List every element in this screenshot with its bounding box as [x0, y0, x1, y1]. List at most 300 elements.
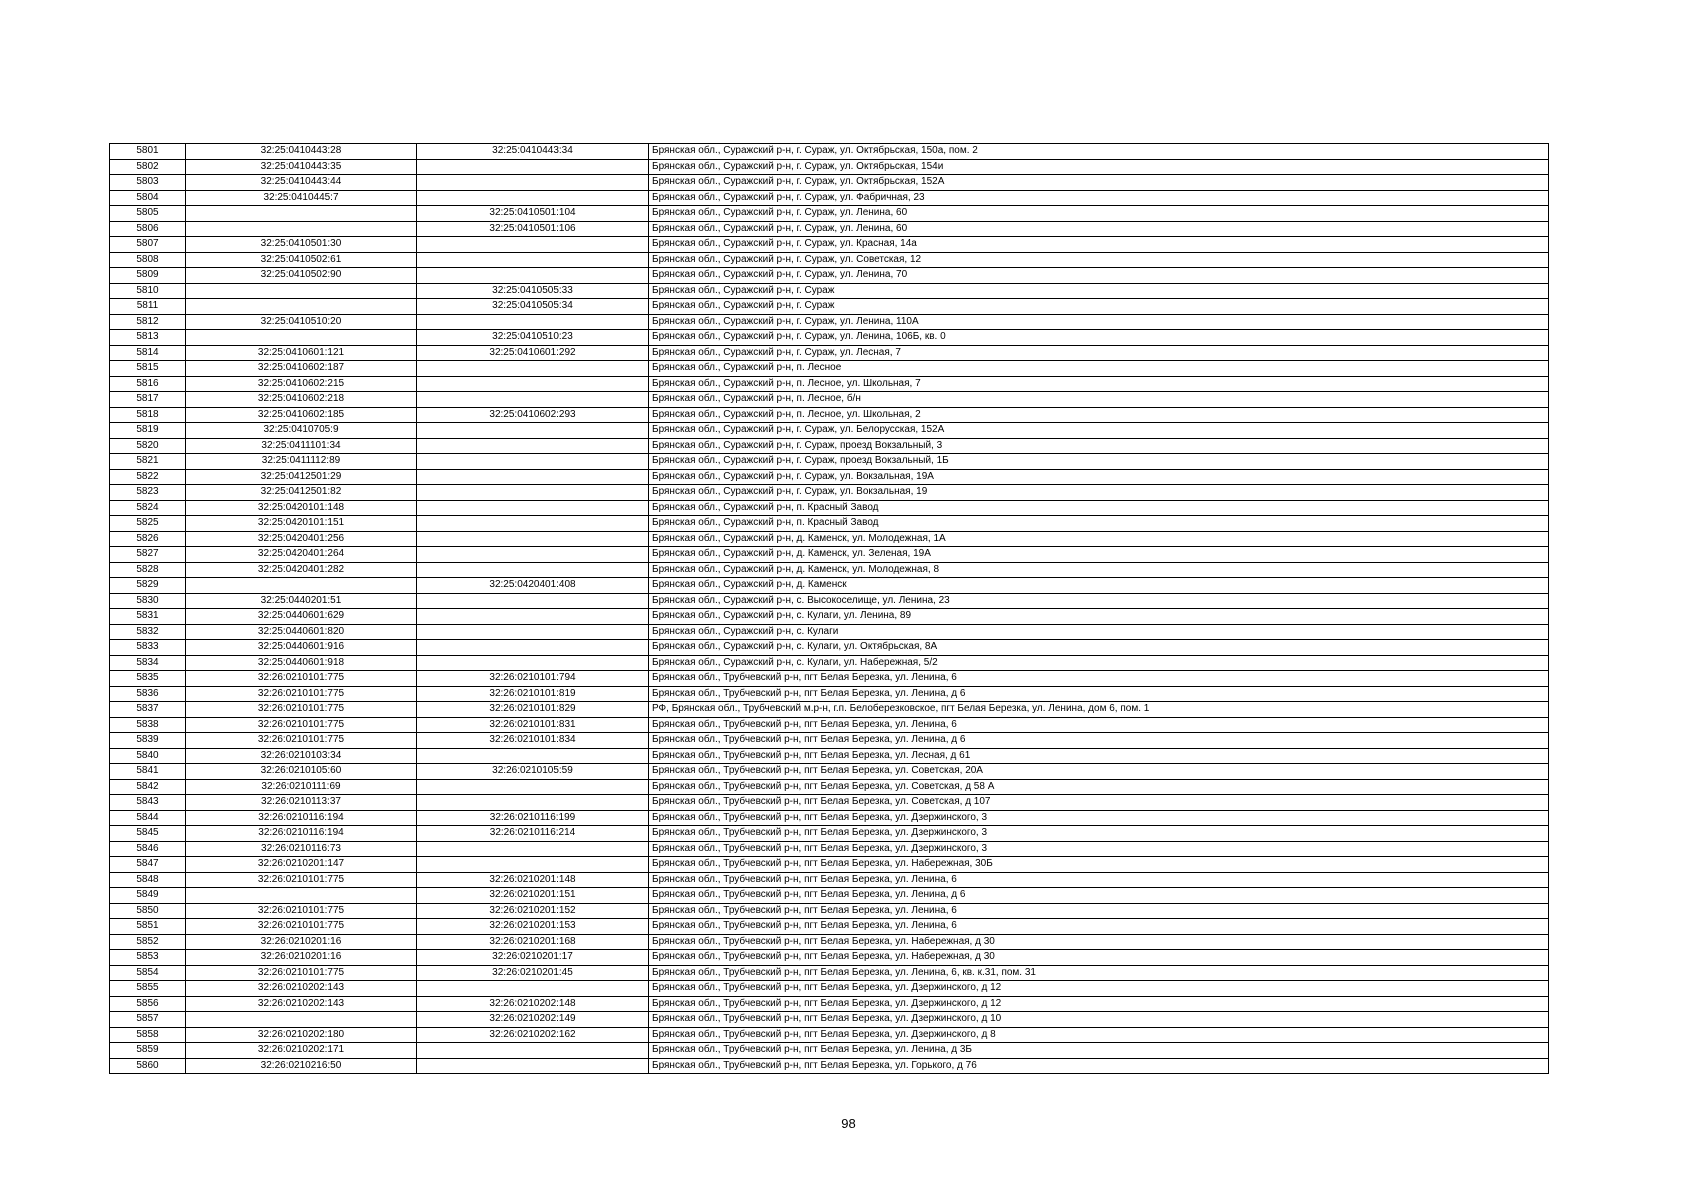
related-cadastral-number-cell — [417, 748, 649, 764]
cadastral-number-cell — [186, 888, 417, 904]
address-cell: Брянская обл., Трубчевский р-н, пгт Белая Березка, ул. Дзержинского, д 12 — [649, 996, 1549, 1012]
row-number-cell: 5821 — [110, 454, 186, 470]
table-row — [110, 640, 1549, 656]
row-number-cell: 5801 — [110, 144, 186, 160]
related-cadastral-number-cell: 32:25:0410443:34 — [417, 144, 649, 160]
cadastral-number-cell: 32:25:0420101:151 — [186, 516, 417, 532]
cadastral-number-cell: 32:26:0210202:171 — [186, 1043, 417, 1059]
cadastral-number-cell: 32:26:0210101:775 — [186, 965, 417, 981]
cadastral-number-cell: 32:26:0210201:16 — [186, 934, 417, 950]
address-cell: Брянская обл., Суражский р-н, г. Сураж, ул. Ленина, 60 — [649, 206, 1549, 222]
cadastral-number-cell: 32:26:0210116:194 — [186, 810, 417, 826]
address-cell: Брянская обл., Суражский р-н, п. Красный Завод — [649, 516, 1549, 532]
address-cell: Брянская обл., Суражский р-н, г. Сураж, ул. Ленина, 110А — [649, 314, 1549, 330]
row-number-cell: 5858 — [110, 1027, 186, 1043]
cadastral-number-cell: 32:25:0420401:264 — [186, 547, 417, 563]
table-row — [110, 283, 1549, 299]
table-row — [110, 1012, 1549, 1028]
address-cell: Брянская обл., Трубчевский р-н, пгт Белая Березка, ул. Дзержинского, д 12 — [649, 981, 1549, 997]
row-number-cell: 5829 — [110, 578, 186, 594]
address-cell: Брянская обл., Суражский р-н, г. Сураж, ул. Фабричная, 23 — [649, 190, 1549, 206]
address-cell: Брянская обл., Трубчевский р-н, пгт Белая Березка, ул. Дзержинского, 3 — [649, 810, 1549, 826]
row-number-cell: 5810 — [110, 283, 186, 299]
table-row — [110, 268, 1549, 284]
table-row — [110, 531, 1549, 547]
related-cadastral-number-cell — [417, 1043, 649, 1059]
related-cadastral-number-cell — [417, 624, 649, 640]
table-row — [110, 469, 1549, 485]
address-cell: Брянская обл., Суражский р-н, г. Сураж, проезд Вокзальный, 3 — [649, 438, 1549, 454]
cadastral-number-cell: 32:25:0410502:90 — [186, 268, 417, 284]
cadastral-number-cell: 32:26:0210202:180 — [186, 1027, 417, 1043]
cadastral-number-cell — [186, 299, 417, 315]
related-cadastral-number-cell — [417, 268, 649, 284]
row-number-cell: 5848 — [110, 872, 186, 888]
cadastral-number-cell: 32:25:0410502:61 — [186, 252, 417, 268]
address-cell: Брянская обл., Трубчевский р-н, пгт Белая Березка, ул. Набережная, 30Б — [649, 857, 1549, 873]
related-cadastral-number-cell: 32:25:0410501:106 — [417, 221, 649, 237]
address-cell: Брянская обл., Суражский р-н, г. Сураж, ул. Октябрьская, 150а, пом. 2 — [649, 144, 1549, 160]
row-number-cell: 5843 — [110, 795, 186, 811]
related-cadastral-number-cell: 32:26:0210101:819 — [417, 686, 649, 702]
row-number-cell: 5834 — [110, 655, 186, 671]
address-cell: Брянская обл., Суражский р-н, п. Лесное, ул. Школьная, 2 — [649, 407, 1549, 423]
related-cadastral-number-cell — [417, 640, 649, 656]
related-cadastral-number-cell: 32:26:0210101:834 — [417, 733, 649, 749]
cadastral-number-cell: 32:26:0210216:50 — [186, 1058, 417, 1074]
row-number-cell: 5833 — [110, 640, 186, 656]
related-cadastral-number-cell — [417, 593, 649, 609]
address-cell: Брянская обл., Трубчевский р-н, пгт Белая Березка, ул. Ленина, 6 — [649, 671, 1549, 687]
address-cell: Брянская обл., Суражский р-н, г. Сураж, ул. Советская, 12 — [649, 252, 1549, 268]
registry-body — [110, 144, 1549, 1074]
address-cell: Брянская обл., Суражский р-н, г. Сураж, ул. Октябрьская, 152А — [649, 175, 1549, 191]
address-cell: Брянская обл., Трубчевский р-н, пгт Белая Березка, ул. Дзержинского, д 8 — [649, 1027, 1549, 1043]
table-row — [110, 361, 1549, 377]
related-cadastral-number-cell: 32:26:0210202:148 — [417, 996, 649, 1012]
cadastral-number-cell: 32:25:0440601:629 — [186, 609, 417, 625]
row-number-cell: 5849 — [110, 888, 186, 904]
table-row — [110, 996, 1549, 1012]
cadastral-number-cell: 32:25:0410510:20 — [186, 314, 417, 330]
row-number-cell: 5815 — [110, 361, 186, 377]
row-number-cell: 5811 — [110, 299, 186, 315]
row-number-cell: 5842 — [110, 779, 186, 795]
cadastral-number-cell: 32:25:0411101:34 — [186, 438, 417, 454]
cadastral-number-cell — [186, 578, 417, 594]
address-cell: Брянская обл., Суражский р-н, г. Сураж, ул. Ленина, 106Б, кв. 0 — [649, 330, 1549, 346]
row-number-cell: 5808 — [110, 252, 186, 268]
related-cadastral-number-cell: 32:26:0210201:45 — [417, 965, 649, 981]
cadastral-number-cell: 32:26:0210103:34 — [186, 748, 417, 764]
cadastral-number-cell: 32:26:0210101:775 — [186, 733, 417, 749]
related-cadastral-number-cell: 32:26:0210201:151 — [417, 888, 649, 904]
related-cadastral-number-cell: 32:26:0210116:199 — [417, 810, 649, 826]
address-cell: Брянская обл., Трубчевский р-н, пгт Белая Березка, ул. Ленина, д 6 — [649, 686, 1549, 702]
cadastral-number-cell: 32:26:0210111:69 — [186, 779, 417, 795]
address-cell: Брянская обл., Трубчевский р-н, пгт Белая Березка, ул. Ленина, д 6 — [649, 733, 1549, 749]
table-row — [110, 345, 1549, 361]
table-row — [110, 221, 1549, 237]
cadastral-number-cell: 32:26:0210116:73 — [186, 841, 417, 857]
address-cell: Брянская обл., Трубчевский р-н, пгт Белая Березка, ул. Советская, д 58 А — [649, 779, 1549, 795]
row-number-cell: 5814 — [110, 345, 186, 361]
row-number-cell: 5804 — [110, 190, 186, 206]
row-number-cell: 5860 — [110, 1058, 186, 1074]
row-number-cell: 5859 — [110, 1043, 186, 1059]
related-cadastral-number-cell: 32:25:0410602:293 — [417, 407, 649, 423]
address-cell: Брянская обл., Трубчевский р-н, пгт Белая Березка, ул. Дзержинского, 3 — [649, 841, 1549, 857]
row-number-cell: 5839 — [110, 733, 186, 749]
related-cadastral-number-cell — [417, 159, 649, 175]
related-cadastral-number-cell: 32:26:0210202:162 — [417, 1027, 649, 1043]
row-number-cell: 5852 — [110, 934, 186, 950]
table-row — [110, 841, 1549, 857]
row-number-cell: 5826 — [110, 531, 186, 547]
table-row — [110, 562, 1549, 578]
related-cadastral-number-cell: 32:25:0410505:33 — [417, 283, 649, 299]
related-cadastral-number-cell — [417, 562, 649, 578]
address-cell: Брянская обл., Трубчевский р-н, пгт Белая Березка, ул. Лесная, д 61 — [649, 748, 1549, 764]
related-cadastral-number-cell — [417, 655, 649, 671]
row-number-cell: 5836 — [110, 686, 186, 702]
related-cadastral-number-cell — [417, 857, 649, 873]
related-cadastral-number-cell — [417, 1058, 649, 1074]
address-cell: Брянская обл., Трубчевский р-н, пгт Белая Березка, ул. Советская, д 107 — [649, 795, 1549, 811]
address-cell: Брянская обл., Трубчевский р-н, пгт Белая Березка, ул. Набережная, д 30 — [649, 950, 1549, 966]
cadastral-number-cell: 32:25:0420101:148 — [186, 500, 417, 516]
row-number-cell: 5855 — [110, 981, 186, 997]
related-cadastral-number-cell — [417, 531, 649, 547]
address-cell: Брянская обл., Суражский р-н, г. Сураж, ул. Вокзальная, 19А — [649, 469, 1549, 485]
table-row — [110, 593, 1549, 609]
cadastral-number-cell: 32:26:0210101:775 — [186, 919, 417, 935]
table-row — [110, 671, 1549, 687]
cadastral-number-cell: 32:26:0210116:194 — [186, 826, 417, 842]
related-cadastral-number-cell — [417, 981, 649, 997]
cadastral-number-cell: 32:25:0410602:215 — [186, 376, 417, 392]
row-number-cell: 5825 — [110, 516, 186, 532]
related-cadastral-number-cell: 32:26:0210116:214 — [417, 826, 649, 842]
cadastral-number-cell: 32:25:0410705:9 — [186, 423, 417, 439]
table-row — [110, 655, 1549, 671]
cadastral-number-cell: 32:26:0210113:37 — [186, 795, 417, 811]
table-row — [110, 950, 1549, 966]
related-cadastral-number-cell: 32:26:0210201:148 — [417, 872, 649, 888]
cadastral-number-cell: 32:26:0210101:775 — [186, 903, 417, 919]
cadastral-number-cell: 32:25:0410443:35 — [186, 159, 417, 175]
table-row — [110, 686, 1549, 702]
related-cadastral-number-cell — [417, 454, 649, 470]
cadastral-number-cell: 32:25:0410602:185 — [186, 407, 417, 423]
cadastral-number-cell: 32:26:0210101:775 — [186, 872, 417, 888]
address-cell: Брянская обл., Трубчевский р-н, пгт Белая Березка, ул. Советская, 20А — [649, 764, 1549, 780]
address-cell: Брянская обл., Суражский р-н, п. Красный Завод — [649, 500, 1549, 516]
cadastral-number-cell — [186, 206, 417, 222]
related-cadastral-number-cell — [417, 795, 649, 811]
cadastral-number-cell: 32:25:0411112:89 — [186, 454, 417, 470]
table-row — [110, 423, 1549, 439]
related-cadastral-number-cell — [417, 190, 649, 206]
address-cell: Брянская обл., Суражский р-н, д. Каменск, ул. Молодежная, 1А — [649, 531, 1549, 547]
related-cadastral-number-cell: 32:26:0210202:149 — [417, 1012, 649, 1028]
table-row — [110, 981, 1549, 997]
row-number-cell: 5837 — [110, 702, 186, 718]
related-cadastral-number-cell — [417, 314, 649, 330]
table-row — [110, 516, 1549, 532]
cadastral-number-cell — [186, 283, 417, 299]
row-number-cell: 5854 — [110, 965, 186, 981]
table-row — [110, 934, 1549, 950]
table-row — [110, 206, 1549, 222]
cadastral-number-cell: 32:25:0410602:218 — [186, 392, 417, 408]
address-cell: Брянская обл., Трубчевский р-н, пгт Белая Березка, ул. Ленина, д 6 — [649, 888, 1549, 904]
address-cell: Брянская обл., Трубчевский р-н, пгт Белая Березка, ул. Ленина, 6 — [649, 903, 1549, 919]
address-cell: Брянская обл., Суражский р-н, д. Каменск, ул. Молодежная, 8 — [649, 562, 1549, 578]
row-number-cell: 5818 — [110, 407, 186, 423]
table-row — [110, 857, 1549, 873]
related-cadastral-number-cell: 32:26:0210201:168 — [417, 934, 649, 950]
address-cell: Брянская обл., Суражский р-н, г. Сураж, проезд Вокзальный, 1Б — [649, 454, 1549, 470]
table-row — [110, 919, 1549, 935]
cadastral-number-cell: 32:26:0210201:147 — [186, 857, 417, 873]
table-row — [110, 764, 1549, 780]
page-number: 98 — [841, 1116, 856, 1131]
address-cell: Брянская обл., Суражский р-н, д. Каменск — [649, 578, 1549, 594]
related-cadastral-number-cell: 32:26:0210105:59 — [417, 764, 649, 780]
related-cadastral-number-cell — [417, 841, 649, 857]
cadastral-number-cell: 32:25:0410602:187 — [186, 361, 417, 377]
row-number-cell: 5840 — [110, 748, 186, 764]
row-number-cell: 5851 — [110, 919, 186, 935]
related-cadastral-number-cell — [417, 237, 649, 253]
table-row — [110, 1043, 1549, 1059]
table-row — [110, 748, 1549, 764]
address-cell: Брянская обл., Суражский р-н, г. Сураж, ул. Красная, 14а — [649, 237, 1549, 253]
cadastral-number-cell — [186, 221, 417, 237]
table-row — [110, 175, 1549, 191]
row-number-cell: 5823 — [110, 485, 186, 501]
address-cell: Брянская обл., Суражский р-н, г. Сураж — [649, 283, 1549, 299]
row-number-cell: 5846 — [110, 841, 186, 857]
address-cell: Брянская обл., Суражский р-н, п. Лесное — [649, 361, 1549, 377]
related-cadastral-number-cell: 32:26:0210101:831 — [417, 717, 649, 733]
table-row — [110, 407, 1549, 423]
row-number-cell: 5847 — [110, 857, 186, 873]
row-number-cell: 5822 — [110, 469, 186, 485]
table-row — [110, 903, 1549, 919]
related-cadastral-number-cell: 32:25:0410501:104 — [417, 206, 649, 222]
table-row — [110, 888, 1549, 904]
address-cell: Брянская обл., Суражский р-н, с. Кулаги — [649, 624, 1549, 640]
table-row — [110, 733, 1549, 749]
cadastral-number-cell: 32:25:0410443:28 — [186, 144, 417, 160]
address-cell: Брянская обл., Суражский р-н, с. Кулаги, ул. Набережная, 5/2 — [649, 655, 1549, 671]
cadastral-number-cell: 32:26:0210101:775 — [186, 702, 417, 718]
related-cadastral-number-cell — [417, 175, 649, 191]
table-row — [110, 578, 1549, 594]
row-number-cell: 5831 — [110, 609, 186, 625]
related-cadastral-number-cell — [417, 516, 649, 532]
address-cell: Брянская обл., Трубчевский р-н, пгт Белая Березка, ул. Ленина, 6, кв. к.31, пом. 31 — [649, 965, 1549, 981]
table-row — [110, 717, 1549, 733]
related-cadastral-number-cell: 32:26:0210101:794 — [417, 671, 649, 687]
address-cell: Брянская обл., Суражский р-н, г. Сураж, ул. Октябрьская, 154и — [649, 159, 1549, 175]
row-number-cell: 5816 — [110, 376, 186, 392]
cadastral-number-cell: 32:26:0210105:60 — [186, 764, 417, 780]
row-number-cell: 5812 — [110, 314, 186, 330]
table-row — [110, 252, 1549, 268]
cadastral-number-cell: 32:25:0412501:82 — [186, 485, 417, 501]
row-number-cell: 5817 — [110, 392, 186, 408]
address-cell: Брянская обл., Трубчевский р-н, пгт Белая Березка, ул. Ленина, 6 — [649, 872, 1549, 888]
related-cadastral-number-cell: 32:26:0210101:829 — [417, 702, 649, 718]
row-number-cell: 5820 — [110, 438, 186, 454]
table-row — [110, 609, 1549, 625]
cadastral-number-cell — [186, 330, 417, 346]
cadastral-number-cell: 32:26:0210101:775 — [186, 686, 417, 702]
table-row — [110, 144, 1549, 160]
address-cell: Брянская обл., Трубчевский р-н, пгт Белая Березка, ул. Ленина, 6 — [649, 717, 1549, 733]
related-cadastral-number-cell — [417, 423, 649, 439]
cadastral-number-cell: 32:25:0440601:918 — [186, 655, 417, 671]
address-cell: Брянская обл., Суражский р-н, г. Сураж, ул. Вокзальная, 19 — [649, 485, 1549, 501]
row-number-cell: 5850 — [110, 903, 186, 919]
table-row — [110, 965, 1549, 981]
related-cadastral-number-cell: 32:26:0210201:152 — [417, 903, 649, 919]
address-cell: Брянская обл., Трубчевский р-н, пгт Белая Березка, ул. Ленина, д 3Б — [649, 1043, 1549, 1059]
cadastral-number-cell: 32:26:0210202:143 — [186, 981, 417, 997]
cadastral-number-cell: 32:26:0210202:143 — [186, 996, 417, 1012]
registry-table — [109, 143, 1549, 1074]
row-number-cell: 5809 — [110, 268, 186, 284]
cadastral-number-cell: 32:26:0210201:16 — [186, 950, 417, 966]
cadastral-number-cell — [186, 1012, 417, 1028]
address-cell: Брянская обл., Суражский р-н, п. Лесное, б/н — [649, 392, 1549, 408]
cadastral-number-cell: 32:25:0412501:29 — [186, 469, 417, 485]
row-number-cell: 5853 — [110, 950, 186, 966]
address-cell: Брянская обл., Трубчевский р-н, пгт Белая Березка, ул. Дзержинского, 3 — [649, 826, 1549, 842]
related-cadastral-number-cell — [417, 547, 649, 563]
address-cell: Брянская обл., Суражский р-н, г. Сураж, ул. Ленина, 60 — [649, 221, 1549, 237]
table-row — [110, 299, 1549, 315]
table-row — [110, 314, 1549, 330]
address-cell: Брянская обл., Суражский р-н, г. Сураж, ул. Лесная, 7 — [649, 345, 1549, 361]
table-row — [110, 438, 1549, 454]
related-cadastral-number-cell — [417, 609, 649, 625]
cadastral-number-cell: 32:25:0410601:121 — [186, 345, 417, 361]
table-row — [110, 702, 1549, 718]
table-row — [110, 190, 1549, 206]
address-cell: Брянская обл., Трубчевский р-н, пгт Белая Березка, ул. Ленина, 6 — [649, 919, 1549, 935]
address-cell: Брянская обл., Суражский р-н, с. Высокоселище, ул. Ленина, 23 — [649, 593, 1549, 609]
address-cell: РФ, Брянская обл., Трубчевский м.р-н, г.п. Белоберезковское, пгт Белая Березка, ул. Ленина, дом 6, пом. 1 — [649, 702, 1549, 718]
table-row — [110, 872, 1549, 888]
address-cell: Брянская обл., Суражский р-н, с. Кулаги, ул. Ленина, 89 — [649, 609, 1549, 625]
related-cadastral-number-cell — [417, 392, 649, 408]
related-cadastral-number-cell: 32:25:0410510:23 — [417, 330, 649, 346]
table-row — [110, 376, 1549, 392]
cadastral-number-cell: 32:25:0440201:51 — [186, 593, 417, 609]
row-number-cell: 5805 — [110, 206, 186, 222]
row-number-cell: 5841 — [110, 764, 186, 780]
cadastral-number-cell: 32:25:0410501:30 — [186, 237, 417, 253]
cadastral-number-cell: 32:25:0420401:282 — [186, 562, 417, 578]
row-number-cell: 5830 — [110, 593, 186, 609]
cadastral-number-cell: 32:26:0210101:775 — [186, 671, 417, 687]
table-row — [110, 330, 1549, 346]
related-cadastral-number-cell: 32:25:0410505:34 — [417, 299, 649, 315]
related-cadastral-number-cell — [417, 438, 649, 454]
table-row — [110, 810, 1549, 826]
address-cell: Брянская обл., Трубчевский р-н, пгт Белая Березка, ул. Набережная, д 30 — [649, 934, 1549, 950]
table-row — [110, 485, 1549, 501]
row-number-cell: 5827 — [110, 547, 186, 563]
related-cadastral-number-cell — [417, 485, 649, 501]
cadastral-number-cell: 32:25:0410443:44 — [186, 175, 417, 191]
table-row — [110, 1058, 1549, 1074]
related-cadastral-number-cell: 32:25:0410601:292 — [417, 345, 649, 361]
row-number-cell: 5832 — [110, 624, 186, 640]
row-number-cell: 5807 — [110, 237, 186, 253]
row-number-cell: 5857 — [110, 1012, 186, 1028]
table-row — [110, 159, 1549, 175]
related-cadastral-number-cell: 32:26:0210201:17 — [417, 950, 649, 966]
address-cell: Брянская обл., Суражский р-н, с. Кулаги, ул. Октябрьская, 8А — [649, 640, 1549, 656]
cadastral-number-cell: 32:25:0420401:256 — [186, 531, 417, 547]
address-cell: Брянская обл., Суражский р-н, г. Сураж, ул. Ленина, 70 — [649, 268, 1549, 284]
address-cell: Брянская обл., Трубчевский р-н, пгт Белая Березка, ул. Горького, д 76 — [649, 1058, 1549, 1074]
address-cell: Брянская обл., Трубчевский р-н, пгт Белая Березка, ул. Дзержинского, д 10 — [649, 1012, 1549, 1028]
related-cadastral-number-cell — [417, 500, 649, 516]
row-number-cell: 5824 — [110, 500, 186, 516]
cadastral-number-cell: 32:25:0410445:7 — [186, 190, 417, 206]
row-number-cell: 5828 — [110, 562, 186, 578]
cadastral-number-cell: 32:26:0210101:775 — [186, 717, 417, 733]
row-number-cell: 5856 — [110, 996, 186, 1012]
row-number-cell: 5838 — [110, 717, 186, 733]
related-cadastral-number-cell: 32:25:0420401:408 — [417, 578, 649, 594]
table-row — [110, 547, 1549, 563]
row-number-cell: 5802 — [110, 159, 186, 175]
cadastral-number-cell: 32:25:0440601:916 — [186, 640, 417, 656]
address-cell: Брянская обл., Суражский р-н, д. Каменск, ул. Зеленая, 19А — [649, 547, 1549, 563]
row-number-cell: 5803 — [110, 175, 186, 191]
address-cell: Брянская обл., Суражский р-н, г. Сураж, ул. Белорусская, 152А — [649, 423, 1549, 439]
address-cell: Брянская обл., Суражский р-н, п. Лесное, ул. Школьная, 7 — [649, 376, 1549, 392]
table-row — [110, 392, 1549, 408]
table-row — [110, 779, 1549, 795]
row-number-cell: 5813 — [110, 330, 186, 346]
row-number-cell: 5835 — [110, 671, 186, 687]
related-cadastral-number-cell — [417, 252, 649, 268]
related-cadastral-number-cell: 32:26:0210201:153 — [417, 919, 649, 935]
address-cell: Брянская обл., Суражский р-н, г. Сураж — [649, 299, 1549, 315]
table-row — [110, 795, 1549, 811]
related-cadastral-number-cell — [417, 469, 649, 485]
table-row — [110, 454, 1549, 470]
table-row — [110, 500, 1549, 516]
table-row — [110, 237, 1549, 253]
table-row — [110, 826, 1549, 842]
table-row — [110, 1027, 1549, 1043]
row-number-cell: 5844 — [110, 810, 186, 826]
table-row — [110, 624, 1549, 640]
related-cadastral-number-cell — [417, 376, 649, 392]
row-number-cell: 5819 — [110, 423, 186, 439]
cadastral-number-cell: 32:25:0440601:820 — [186, 624, 417, 640]
row-number-cell: 5845 — [110, 826, 186, 842]
